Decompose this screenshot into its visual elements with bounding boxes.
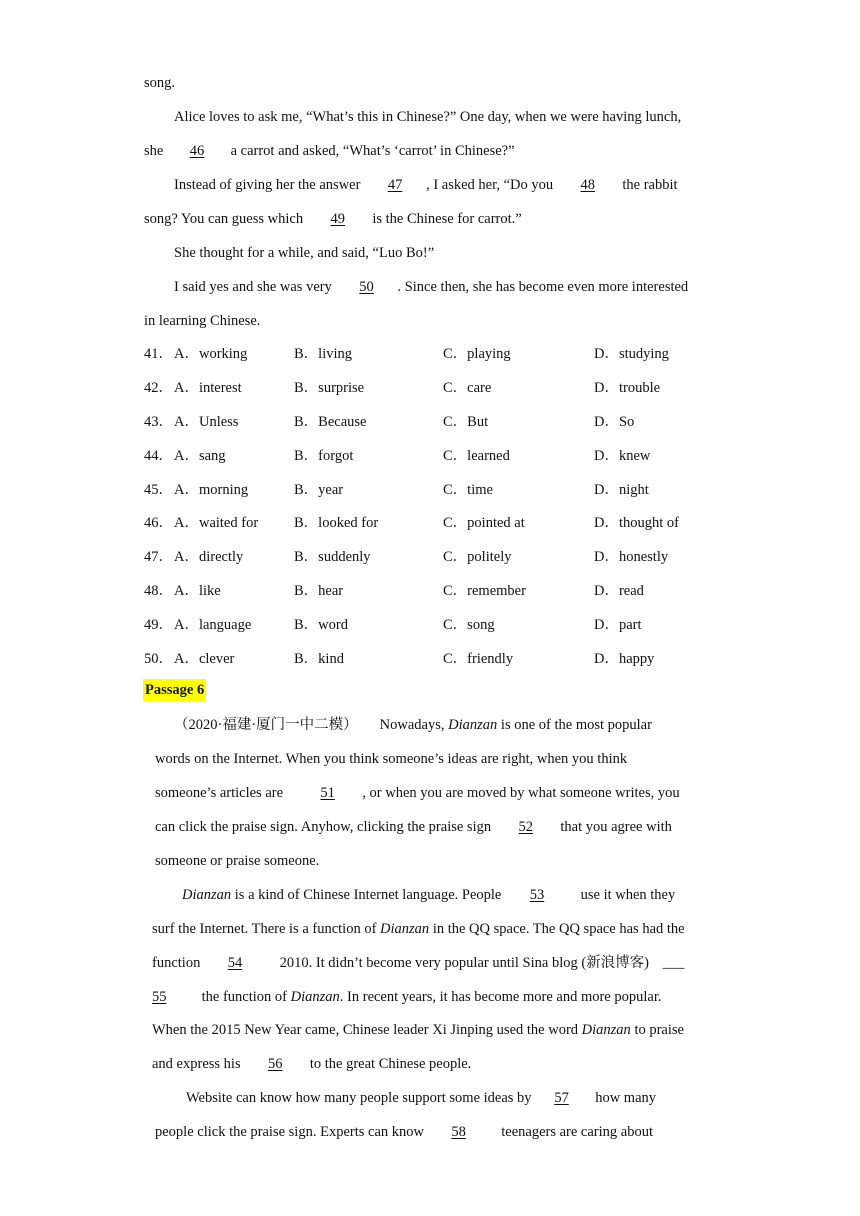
text: someone or praise someone. bbox=[155, 853, 320, 869]
blank-55: 55 bbox=[152, 989, 167, 1005]
passage-line bbox=[174, 715, 652, 735]
italic-term: Dianzan bbox=[182, 887, 232, 903]
blank-55-start: ___ bbox=[662, 955, 685, 971]
option-d: D．night bbox=[594, 482, 649, 498]
option-d: D．thought of bbox=[594, 515, 679, 531]
option-row-45 bbox=[144, 480, 744, 500]
option-a: A．sang bbox=[174, 448, 226, 464]
option-b: B．forgot bbox=[294, 448, 354, 464]
option-a: A．like bbox=[174, 583, 221, 599]
text: someone’s articles are bbox=[155, 785, 287, 801]
option-row-46 bbox=[144, 513, 744, 533]
option-c: C．song bbox=[443, 617, 495, 633]
option-d: D．knew bbox=[594, 448, 651, 464]
text: and express his bbox=[152, 1056, 245, 1072]
passage-heading: Passage 6 bbox=[143, 679, 206, 701]
option-a: A．morning bbox=[174, 482, 249, 498]
text: words on the Internet. When you think someone’s ideas are right, when you think bbox=[155, 751, 628, 767]
text: how many bbox=[591, 1090, 656, 1106]
text: function bbox=[152, 955, 204, 971]
text: use it when they bbox=[576, 887, 676, 903]
text: can click the praise sign. Anyhow, clicking the praise sign bbox=[155, 819, 495, 835]
passage-line bbox=[152, 987, 661, 1007]
text: the function of bbox=[198, 989, 291, 1005]
passage-line bbox=[155, 749, 627, 769]
source-note: （2020·福建·厦门一中二模） bbox=[174, 717, 358, 733]
text: she bbox=[144, 143, 167, 159]
blank-49: 49 bbox=[330, 211, 345, 227]
option-a: A．language bbox=[174, 617, 252, 633]
text: , or when you are moved by what someone writes, you bbox=[358, 785, 680, 801]
text: She thought for a while, and said, “Luo Bo!” bbox=[174, 245, 435, 261]
option-c: C．pointed at bbox=[443, 515, 525, 531]
question-number: 48． bbox=[144, 583, 173, 599]
passage-line bbox=[155, 783, 680, 803]
text: is the Chinese for carrot.” bbox=[368, 211, 522, 227]
passage-line bbox=[152, 1054, 471, 1074]
text: to praise bbox=[630, 1022, 684, 1038]
question-number: 49． bbox=[144, 617, 173, 633]
option-d: D．happy bbox=[594, 651, 655, 667]
option-b: B．suddenly bbox=[294, 549, 371, 565]
passage-line bbox=[144, 209, 522, 229]
option-row-47 bbox=[144, 547, 744, 567]
option-b: B．Because bbox=[294, 414, 367, 430]
passage-line bbox=[155, 851, 319, 871]
text: surf the Internet. There is a function of bbox=[152, 921, 381, 937]
option-a: A．working bbox=[174, 346, 248, 362]
blank-52: 52 bbox=[518, 819, 533, 835]
option-a: A．directly bbox=[174, 549, 244, 565]
passage-line bbox=[144, 73, 175, 93]
passage-line bbox=[152, 919, 685, 939]
passage-line bbox=[155, 817, 672, 837]
option-c: C．care bbox=[443, 380, 492, 396]
question-number: 46． bbox=[144, 515, 173, 531]
blank-46: 46 bbox=[189, 143, 205, 159]
blank-54: 54 bbox=[227, 955, 243, 971]
text: Alice loves to ask me, “What’s this in Chinese?” One day, when we were having lunch, bbox=[174, 109, 682, 125]
option-d: D．studying bbox=[594, 346, 669, 362]
option-c: C．But bbox=[443, 414, 489, 430]
blank-48: 48 bbox=[580, 177, 595, 193]
text: Nowadays, bbox=[379, 717, 449, 733]
text: . Since then, she has become even more interested bbox=[397, 279, 689, 295]
question-number: 50． bbox=[144, 651, 173, 667]
option-row-50 bbox=[144, 649, 744, 669]
text: a carrot and asked, “What’s ‘carrot’ in Chinese?” bbox=[226, 143, 515, 159]
passage-line bbox=[186, 1088, 656, 1108]
text: is a kind of Chinese Internet language. People bbox=[231, 887, 505, 903]
passage-line bbox=[182, 885, 675, 905]
text: Instead of giving her the answer bbox=[174, 177, 365, 193]
option-c: C．learned bbox=[443, 448, 510, 464]
option-row-44 bbox=[144, 446, 744, 466]
text: song. bbox=[144, 75, 176, 91]
question-number: 44． bbox=[144, 448, 173, 464]
option-c: C．time bbox=[443, 482, 493, 498]
blank-58: 58 bbox=[451, 1124, 466, 1140]
text: is one of the most popular bbox=[497, 717, 652, 733]
blank-56: 56 bbox=[267, 1056, 283, 1072]
option-d: D．So bbox=[594, 414, 635, 430]
option-b: B．hear bbox=[294, 583, 344, 599]
passage-line bbox=[152, 1020, 684, 1040]
option-b: B．living bbox=[294, 346, 353, 362]
option-d: D．read bbox=[594, 583, 644, 599]
passage-line bbox=[174, 107, 681, 127]
option-row-49 bbox=[144, 615, 744, 635]
option-a: A．Unless bbox=[174, 414, 239, 430]
option-a: A．waited for bbox=[174, 515, 259, 531]
question-number: 42． bbox=[144, 380, 173, 396]
text: When the 2015 New Year came, Chinese leader Xi Jinping used the word bbox=[152, 1022, 582, 1038]
italic-term: Dianzan bbox=[581, 1022, 631, 1038]
option-a: A．interest bbox=[174, 380, 242, 396]
option-row-41 bbox=[144, 344, 744, 364]
question-number: 47． bbox=[144, 549, 173, 565]
passage-line bbox=[144, 141, 515, 161]
italic-term: Dianzan bbox=[290, 989, 340, 1005]
option-c: C．politely bbox=[443, 549, 512, 565]
option-b: B．looked for bbox=[294, 515, 379, 531]
question-number: 43． bbox=[144, 414, 173, 430]
option-d: D．part bbox=[594, 617, 642, 633]
text: people click the praise sign. Experts can know bbox=[155, 1124, 428, 1140]
text: the rabbit bbox=[618, 177, 678, 193]
passage-line bbox=[174, 277, 688, 297]
passage-line bbox=[152, 953, 684, 973]
text: . In recent years, it has become more and more popular. bbox=[339, 989, 662, 1005]
option-row-43 bbox=[144, 412, 744, 432]
option-b: B．kind bbox=[294, 651, 344, 667]
text: , I asked her, “Do you bbox=[426, 177, 557, 193]
option-b: B．word bbox=[294, 617, 348, 633]
italic-term: Dianzan bbox=[448, 717, 498, 733]
passage-line bbox=[144, 311, 260, 331]
text: Website can know how many people support some ideas by bbox=[186, 1090, 532, 1106]
option-c: C．playing bbox=[443, 346, 511, 362]
text: to the great Chinese people. bbox=[306, 1056, 472, 1072]
text: 2010. It didn’t become very popular until Sina blog (新浪博客) bbox=[275, 955, 653, 971]
blank-57: 57 bbox=[554, 1090, 569, 1106]
blank-47: 47 bbox=[387, 177, 403, 193]
text: that you agree with bbox=[556, 819, 672, 835]
option-d: D．trouble bbox=[594, 380, 661, 396]
blank-50: 50 bbox=[359, 279, 374, 295]
passage-line bbox=[174, 175, 678, 195]
option-b: B．surprise bbox=[294, 380, 365, 396]
passage-line bbox=[155, 1122, 653, 1142]
option-c: C．friendly bbox=[443, 651, 514, 667]
blank-53: 53 bbox=[529, 887, 545, 903]
passage-line bbox=[174, 243, 434, 263]
text: in the QQ space. The QQ space has had the bbox=[429, 921, 685, 937]
option-b: B．year bbox=[294, 482, 344, 498]
question-number: 41． bbox=[144, 346, 173, 362]
option-row-42 bbox=[144, 378, 744, 398]
text: in learning Chinese. bbox=[144, 313, 261, 329]
option-a: A．clever bbox=[174, 651, 235, 667]
text: I said yes and she was very bbox=[174, 279, 336, 295]
text: teenagers are caring about bbox=[497, 1124, 653, 1140]
option-row-48 bbox=[144, 581, 744, 601]
option-c: C．remember bbox=[443, 583, 526, 599]
italic-term: Dianzan bbox=[380, 921, 430, 937]
blank-51: 51 bbox=[320, 785, 335, 801]
text: song? You can guess which bbox=[144, 211, 307, 227]
question-number: 45． bbox=[144, 482, 173, 498]
option-d: D．honestly bbox=[594, 549, 669, 565]
